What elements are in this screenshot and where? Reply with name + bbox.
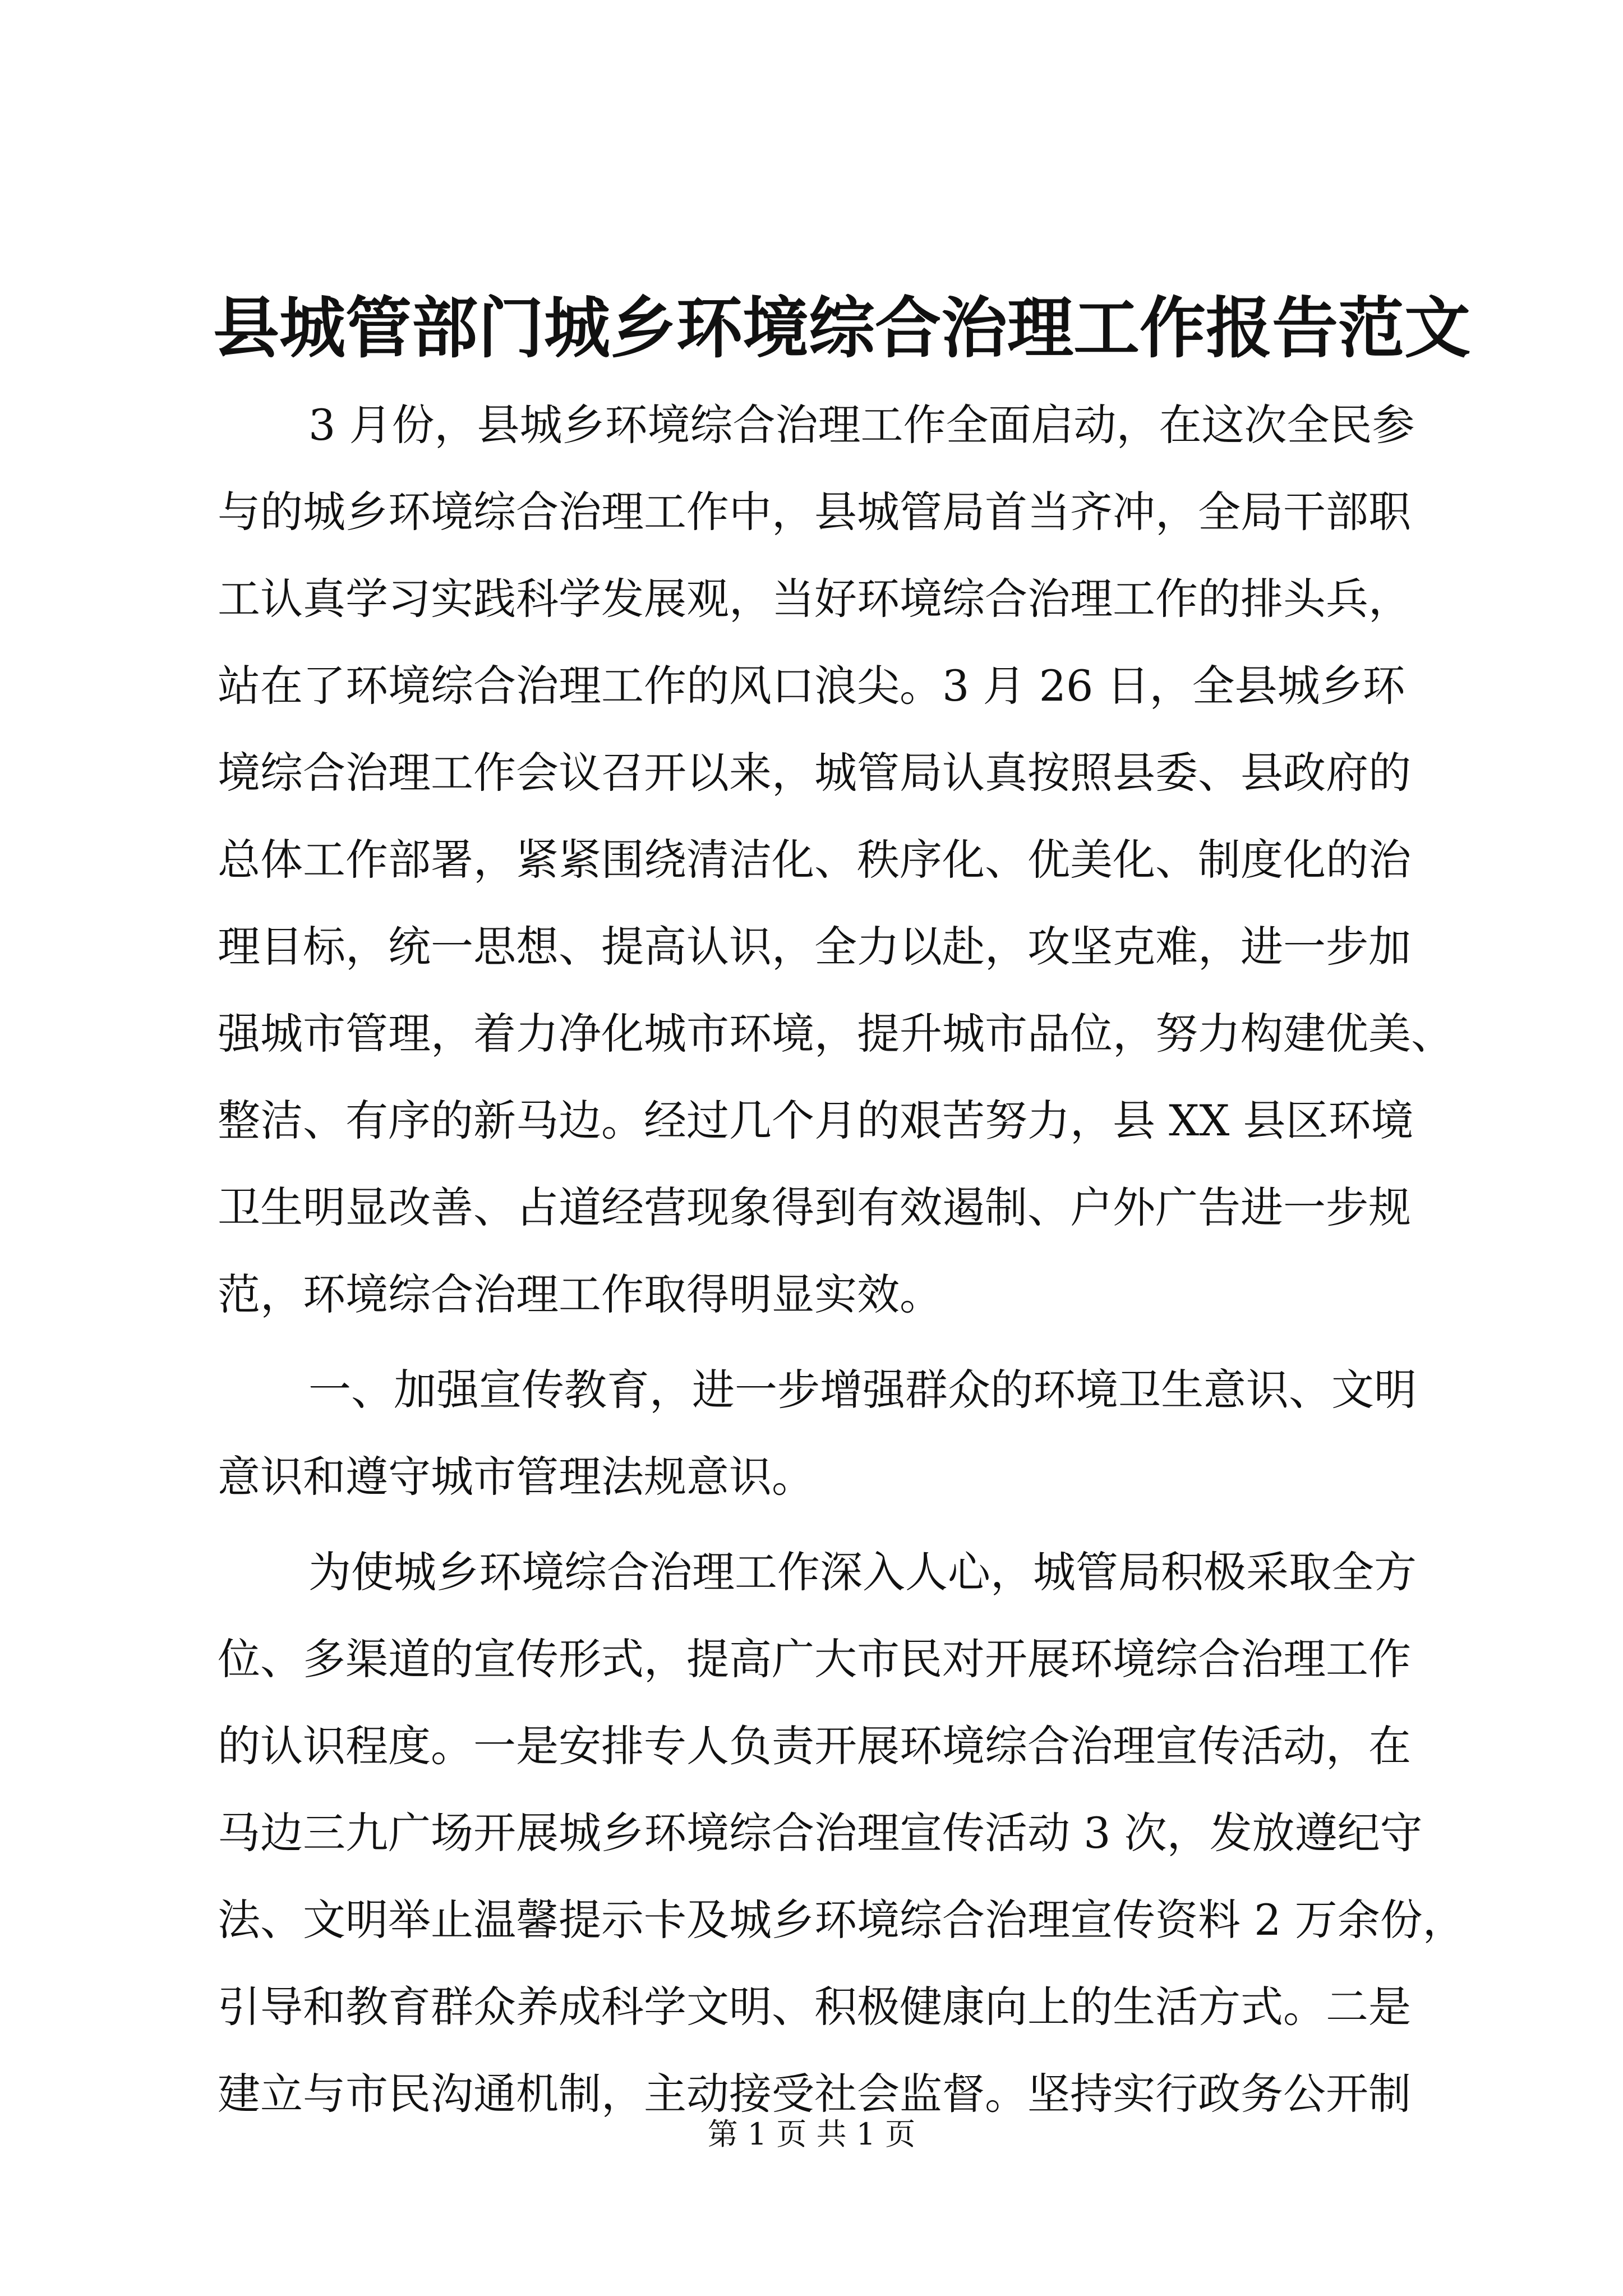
document-body bbox=[218, 381, 1465, 2137]
text-line: 范，环境综合治理工作取得明显实效。 bbox=[218, 1269, 942, 1319]
text-line: 整洁、有序的新马边。经过几个月的艰苦努力，县 XX 县区环境 bbox=[218, 1096, 1414, 1145]
text-line: 强城市管理，着力净化城市环境，提升城市品位，努力构建优美、 bbox=[218, 1009, 1454, 1059]
paragraph-publicity bbox=[218, 1529, 1465, 2137]
text-line: 意识和遵守城市管理法规意识。 bbox=[218, 1452, 814, 1502]
text-line: 站在了环境综合治理工作的风口浪尖。3 月 26 日，全县城乡环 bbox=[218, 661, 1405, 711]
paragraph-intro bbox=[218, 381, 1454, 1338]
paragraph-section-heading bbox=[218, 1346, 1418, 1520]
text-line: 建立与市民沟通机制，主动接受社会监督。坚持实行政务公开制 bbox=[218, 2069, 1411, 2119]
text-line: 一、加强宣传教育，进一步增强群众的环境卫生意识、文明 bbox=[308, 1365, 1417, 1415]
text-line: 境综合治理工作会议召开以来，城管局认真按照县委、县政府的 bbox=[218, 748, 1411, 798]
text-line: 总体工作部署，紧紧围绕清洁化、秩序化、优美化、制度化的治 bbox=[218, 835, 1411, 885]
paragraph-gap bbox=[218, 1520, 1418, 1529]
text-line: 为使城乡环境综合治理工作深入人心，城管局积极采取全方 bbox=[308, 1547, 1417, 1597]
text-line: 位、多渠道的宣传形式，提高广大市民对开展环境综合治理工作 bbox=[218, 1634, 1411, 1684]
text-line: 法、文明举止温馨提示卡及城乡环境综合治理宣传资料 2 万余份， bbox=[218, 1895, 1465, 1945]
text-line: 马边三九广场开展城乡环境综合治理宣传活动 3 次，发放遵纪守 bbox=[218, 1808, 1423, 1858]
page-number-footer: 第 1 页 共 1 页 bbox=[707, 2116, 916, 2152]
text-line: 引导和教育群众养成科学文明、积极健康向上的生活方式。二是 bbox=[218, 1982, 1411, 2032]
text-line: 卫生明显改善、占道经营现象得到有效遏制、户外广告进一步规 bbox=[218, 1182, 1411, 1232]
text-line: 的认识程度。一是安排专人负责开展环境综合治理宣传活动，在 bbox=[218, 1721, 1411, 1771]
paragraph-gap bbox=[218, 1338, 1418, 1346]
text-line: 与的城乡环境综合治理工作中，县城管局首当齐冲，全局干部职 bbox=[218, 487, 1411, 537]
text-line: 3 月份，县城乡环境综合治理工作全面启动，在这次全民参 bbox=[308, 400, 1415, 450]
text-line: 理目标，统一思想、提高认识，全力以赴，攻坚克难，进一步加 bbox=[218, 922, 1411, 972]
text-line: 工认真学习实践科学发展观，当好环境综合治理工作的排头兵， bbox=[218, 574, 1411, 624]
document-title: 县城管部门城乡环境综合治理工作报告范文 bbox=[213, 289, 1471, 367]
